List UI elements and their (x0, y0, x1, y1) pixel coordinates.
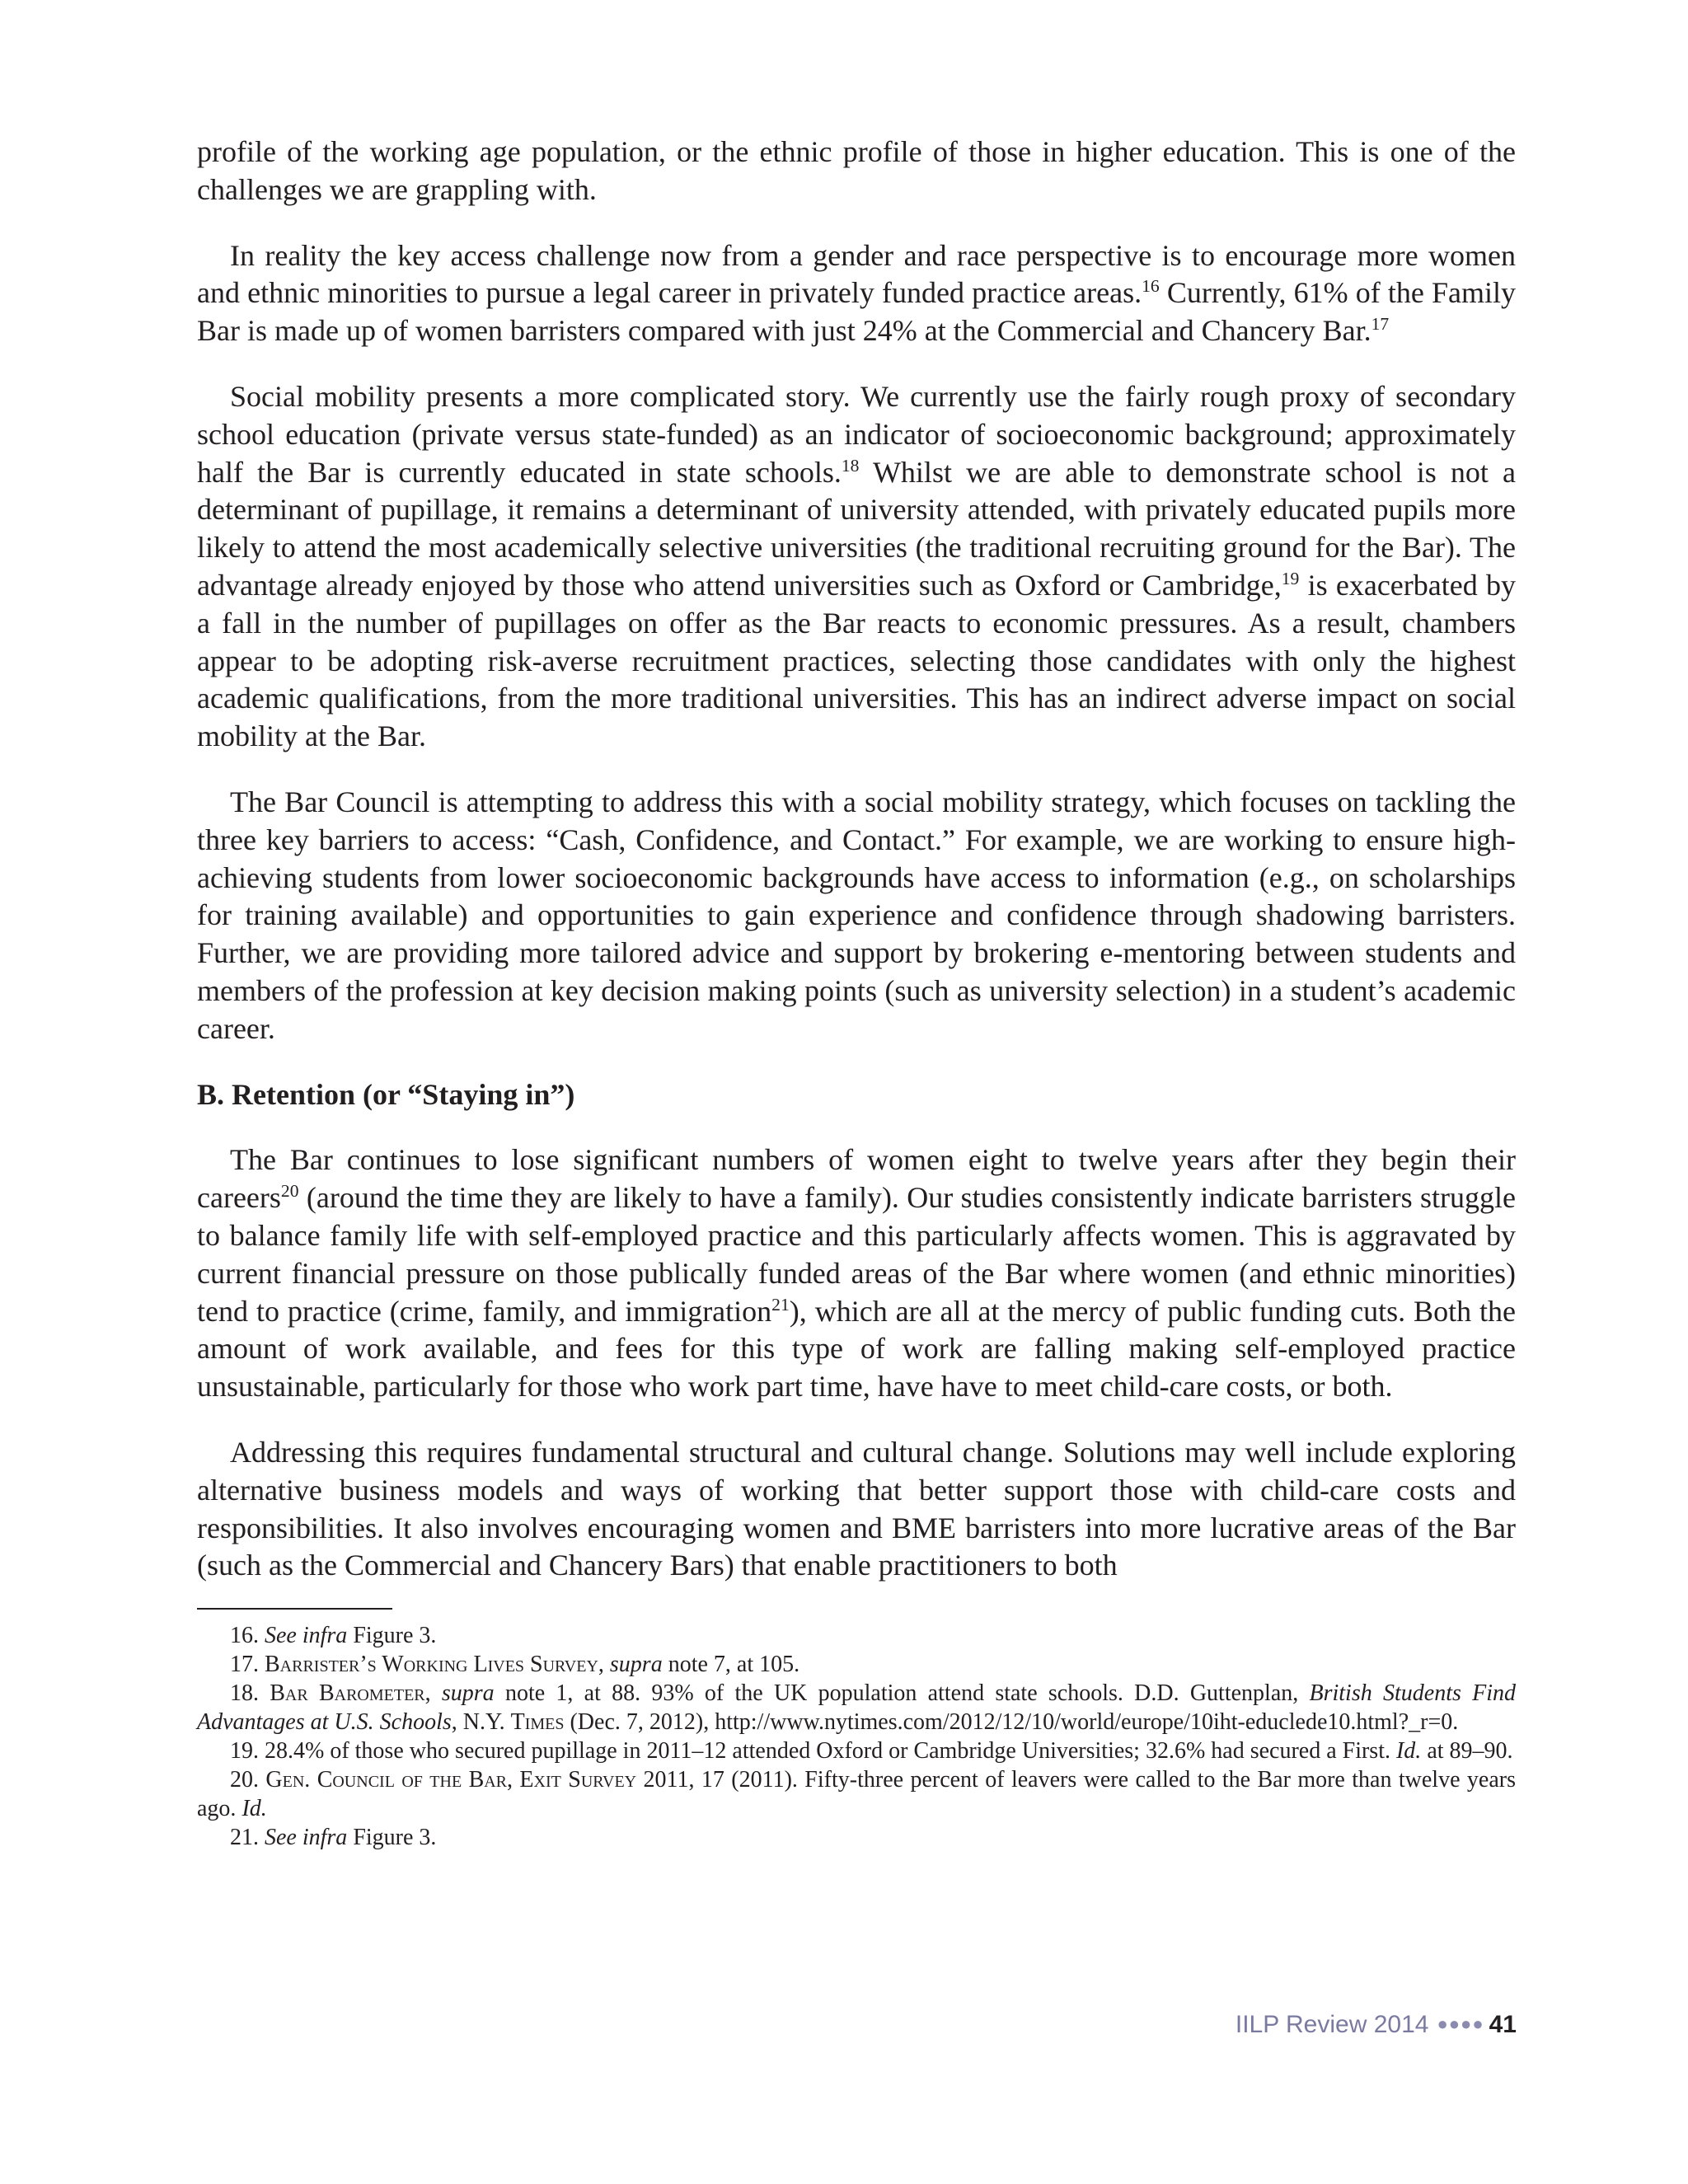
footnote-ref-21[interactable]: 21 (771, 1294, 790, 1315)
dots-ornament-icon: ●●●● (1437, 2013, 1484, 2034)
footnote-text: Figure 3. (347, 1825, 437, 1851)
footnote-ref-19[interactable]: 19 (1281, 568, 1300, 588)
text-run: In reality the key access challenge now from a gender and race perspective is to encourage more women and ethnic minorities to pursue a legal career in privately funded practice areas. (197, 238, 1516, 310)
paragraph-social-mobility (197, 378, 1516, 756)
footnote-number: 21. (230, 1825, 265, 1851)
footnote-21 (197, 1823, 1516, 1852)
text-run: ), which are all at the mercy of public funding cuts. Both the amount of work available, and fees for this type of work are falling making self-employed practice unsustainable, particularly for those who work part time, have have to meet child-care costs, or both. (197, 1294, 1517, 1404)
text-run: The Bar continues to lose significant numbers of women eight to twelve years after they begin their careers (197, 1143, 1516, 1215)
footnote-signal: Id. (241, 1796, 267, 1822)
footnote-text: Figure 3. (347, 1623, 437, 1649)
journal-name: IILP Review 2014 (1235, 2011, 1429, 2038)
footnote-text: 28.4% of those who secured pupillage in 2011–12 attended Oxford or Cambridge Universities; 32.6% had secured a First. (265, 1738, 1396, 1765)
paragraph-retention (197, 1141, 1516, 1406)
page-number: 41 (1489, 2011, 1517, 2038)
text-run: is exacerbated by a fall in the number of pupillages on offer as the Bar reacts to economic pressures. As a result, chambers appear to be adopting risk-averse recruitment practices, selecting those candidates with only the highest academic qualifications, from the more traditional universities. This has an indirect adverse impact on social mobility at the Bar. (197, 568, 1516, 753)
footnote-text: , N.Y. (451, 1709, 511, 1736)
footnote-text: , (424, 1680, 442, 1707)
footnote-text: at 89–90. (1421, 1738, 1513, 1765)
paragraph-continued: profile of the working age population, or the ethnic profile of those in higher education. This is one of the challenges we are grappling with. (197, 135, 1516, 206)
text-run: (around the time they are likely to have a family). Our studies consistently indicate barristers struggle to balance family life with self-employed practice and this particularly affects women. This is aggravated by current financial pressure on those publically funded areas of the Bar where women (and ethnic minorities) tend to practice (crime, family, and immigration (197, 1181, 1516, 1328)
footnote-article-title: British Students Find Advantages at U.S. Schools (197, 1680, 1516, 1736)
footnote-source: Bar Barometer (270, 1680, 425, 1707)
section-heading-retention: B. Retention (or “Staying in”) (197, 1077, 575, 1111)
paragraph-access-challenge (197, 237, 1516, 350)
footnote-number: 20. (230, 1767, 266, 1793)
footnote-16 (197, 1621, 1516, 1650)
footnotes (197, 1621, 1516, 1852)
paragraph-structural-change: Addressing this requires fundamental structural and cultural change. Solutions may well include exploring alternative business models and ways of working that better support those with child-care costs and responsibilities. It also involves encouraging women and BME barristers into more lucrative areas of the Bar (such as the Commercial and Chancery Bars) that enable practitioners to both (197, 1435, 1516, 1582)
footnote-18 (197, 1679, 1516, 1736)
footnote-source: Barrister’s Working Lives Survey (265, 1652, 598, 1678)
footnote-17 (197, 1650, 1516, 1679)
footnote-number: 17. (230, 1652, 265, 1678)
footnote-text: , (598, 1652, 610, 1678)
footnote-source: Gen. Council of the Bar, Exit Survey (265, 1767, 637, 1793)
footnote-number: 18. (230, 1680, 270, 1707)
footnote-source: Times (510, 1709, 565, 1736)
footnote-signal: Id. (1395, 1738, 1422, 1765)
footnote-text: 2011, 17 (2011). Fifty-three percent of leavers were called to the Bar more than twelve years ago. (197, 1767, 1516, 1822)
footnote-ref-16[interactable]: 16 (1142, 276, 1160, 297)
footnote-divider (197, 1608, 392, 1610)
footnote-ref-17[interactable]: 17 (1371, 314, 1390, 335)
text-run: Currently, 61% of the Family Bar is made up of women barristers compared with just 24% at the Commercial and Chancery Bar. (197, 276, 1516, 348)
footnote-text: note 7, at 105. (662, 1652, 800, 1678)
footnote-20 (197, 1765, 1516, 1823)
page-footer (1137, 2011, 1517, 2039)
footnote-signal: supra (609, 1652, 663, 1678)
paragraph-bar-council: The Bar Council is attempting to address this with a social mobility strategy, which focuses on tackling the three key barriers to access: “Cash, Confidence, and Contact.” For example, we are working to ensure high-achieving students from lower socioeconomic backgrounds have access to information (e.g., on scholarships for training available) and opportunities to gain experience and confidence through shadowing barristers. Further, we are providing more tailored advice and support by brokering e-mentoring between students and members of the profession at key decision making points (such as university selection) in a student’s academic career. (197, 785, 1516, 1045)
footnote-url-text[interactable]: (Dec. 7, 2012), http://www.nytimes.com/2012/12/10/world/europe/10iht-educlede10.html?_r=0. (564, 1709, 1459, 1736)
footnote-number: 19. (230, 1738, 265, 1765)
footnote-signal: See infra (265, 1623, 348, 1649)
footnote-signal: See infra (265, 1825, 348, 1851)
text-run: Social mobility presents a more complicated story. We currently use the fairly rough proxy of secondary school education (private versus state-funded) as an indicator of socioeconomic background; approximately half the Bar is currently educated in state schools. (197, 379, 1516, 489)
footnote-number: 16. (230, 1623, 265, 1649)
article-body (197, 134, 1516, 1852)
footnote-19 (197, 1736, 1516, 1765)
text-run: Whilst we are able to demonstrate school is not a determinant of pupillage, it remains a determinant of university attended, with privately educated pupils more likely to attend the most academically selective universities (the traditional recruiting ground for the Bar). The advantage already enjoyed by those who attend universities such as Oxford or Cambridge, (197, 455, 1516, 602)
footnote-signal: supra (441, 1680, 495, 1707)
footnote-text: note 1, at 88. 93% of the UK population attend state schools. D.D. Guttenplan, (494, 1680, 1310, 1707)
footnote-ref-20[interactable]: 20 (280, 1181, 299, 1202)
footnote-ref-18[interactable]: 18 (841, 455, 860, 476)
